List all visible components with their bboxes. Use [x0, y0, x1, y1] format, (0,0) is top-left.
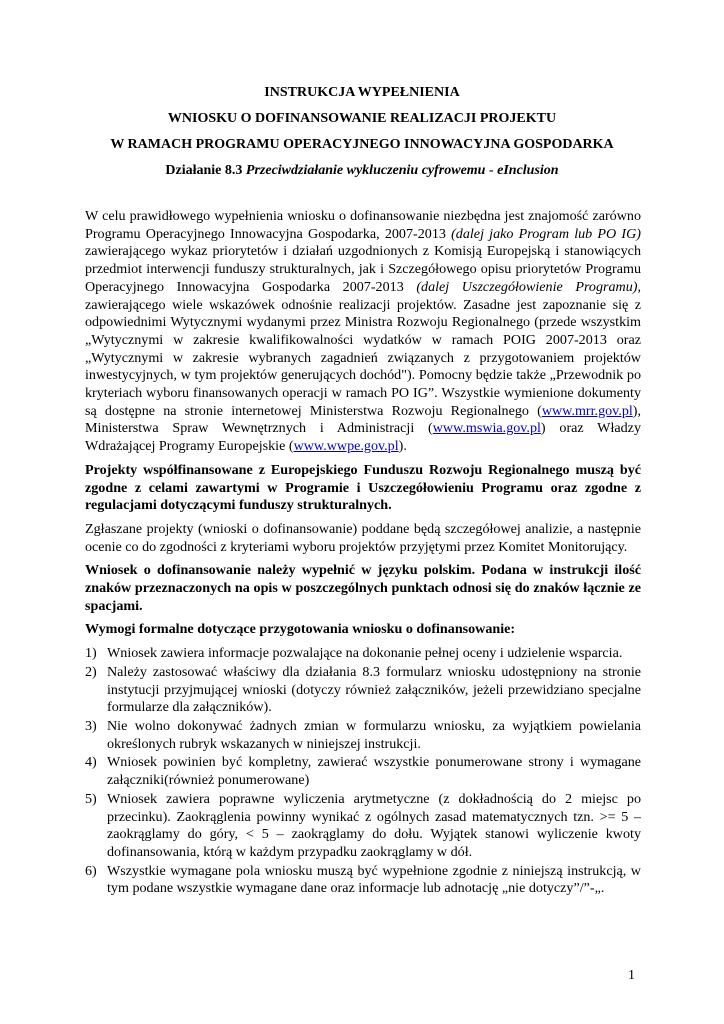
link-wwpe[interactable]: www.wwpe.gov.pl [293, 438, 399, 455]
title-line-3: W RAMACH PROGRAMU OPERACYJNEGO INNOWACYJNA GOSPODARKA [110, 137, 614, 152]
measure-name: Przeciwdziałanie wykluczeniu cyfrowemu - eInclusion [245, 163, 559, 178]
bold-paragraph-language: Wniosek o dofinansowanie należy wypełnić w języku polskim. Podana w instrukcji ilość znaków przeznaczonych na opis w poszczególnych punktach odnosi się do znaków łącznie ze spacjami. [85, 562, 641, 614]
list-item: 1) Wniosek zawiera informacje pozwalające na dokonanie pełnej oceny i udzielenie wsparcia. [85, 645, 623, 662]
requirements-heading: Wymogi formalne dotyczące przygotowania wniosku o dofinansowanie: [85, 621, 516, 638]
document-title [0, 84, 724, 188]
document-body [85, 208, 641, 899]
measure-number: Działanie 8.3 [165, 163, 243, 178]
list-item: 5) Wniosek zawiera poprawne wyliczenia arytmetyczne (z dokładnością do 2 miejsc po przecinku). Zaokrąglenia powinny wynikać z ogólnych zasad matematycznych tzn. >= 5 – zaokrąglamy do góry, < 5 – zaokrąglamy do dołu. Wyjątek stanowi wyliczenie kwoty dofinansowania, którą w każdym przypadku zaokrąglamy w dół. [85, 790, 641, 860]
page-number: 1 [628, 968, 635, 983]
requirements-list [85, 645, 641, 898]
list-item: 2) Należy zastosować właściwy dla działania 8.3 formularz wniosku udostępniony na stronie instytucji przyjmującej wnioski (dotyczy również załączników, jeżeli przewidziano specjalne formularze dla załączników). [85, 663, 641, 716]
list-item: 6) Wszystkie wymagane pola wniosku muszą być wypełnione zgodnie z niniejszą instrukcją, w tym podane wszystkie wymagane dane oraz informacje lub adnotację „nie dotyczy”/”-„. [85, 862, 641, 897]
evaluation-paragraph: Zgłaszane projekty (wnioski o dofinansowanie) poddane będą szczegółowej analizie, a następnie ocenie co do zgodności z kryteriami wyboru projektów przyjętymi przez Komitet Monitorujący. [85, 520, 641, 555]
title-line-4 [0, 162, 724, 180]
bold-paragraph-compliance: Projekty współfinansowane z Europejskiego Funduszu Rozwoju Regionalnego muszą być zgodne z celami zawartymi w Programie i Uszczegółowieniu Programu oraz zgodne z regulacjami dotyczącymi funduszy strukturalnych. [85, 461, 641, 514]
list-item: 3) Nie wolno dokonywać żadnych zmian w formularzu wniosku, za wyjątkiem powielania określonych rubryk wskazanych w niniejszej instrukcji. [85, 717, 641, 752]
title-line-1: INSTRUKCJA WYPEŁNIENIA [264, 85, 460, 100]
title-line-2: WNIOSKU O DOFINANSOWANIE REALIZACJI PROJEKTU [167, 111, 557, 126]
list-item: 4) Wniosek powinien być kompletny, zawierać wszystkie ponumerowane strony i wymagane załączniki(również ponumerowane) [85, 754, 641, 789]
link-mswia[interactable]: www.mswia.gov.pl [432, 420, 541, 437]
link-mrr[interactable]: www.mrr.gov.pl [541, 402, 633, 419]
intro-paragraph: W celu prawidłowego wypełnienia wniosku o dofinansowanie niezbędna jest znajomość zarówno Programu Operacyjnego Innowacyjna Gospodarka, 2007-2013 (dalej jako Program lub PO IG) zawierającego wykaz priorytetów i działań uzgodnionych z Komisją Europejską i stanowiących przedmiot interwencji funduszy strukturalnych, jak i Szczegółowego opisu priorytetów Programu Operacyjnego Innowacyjna Gospodarka 2007-2013 (dalej Uszczegółowienie Programu), zawierającego wiele wskazówek odnośnie realizacji projektów. Zasadne jest zapoznanie się z odpowiednimi Wytycznymi wydanymi przez Ministra Rozwoju Regionalnego (przede wszystkim „Wytycznymi w zakresie kwalifikowalności wydatków w ramach POIG 2007-2013 oraz „Wytycznymi w zakresie wybranych zagadnień związanych z przygotowaniem projektów inwestycyjnych, w tym projektów generujących dochód"). Pomocny będzie także „Przewodnik po kryteriach wyboru finansowanych operacji w ramach PO IG”. Wszystkie wymienione dokumenty są dostępne na stronie internetowej Ministerstwa Rozwoju Regionalnego (www.mrr.gov.pl), Ministerstwa Spraw Wewnętrznych i Administracji (www.mswia.gov.pl) oraz Władzy Wdrażającej Programy Europejskie (www.wwpe.gov.pl). [85, 208, 641, 455]
